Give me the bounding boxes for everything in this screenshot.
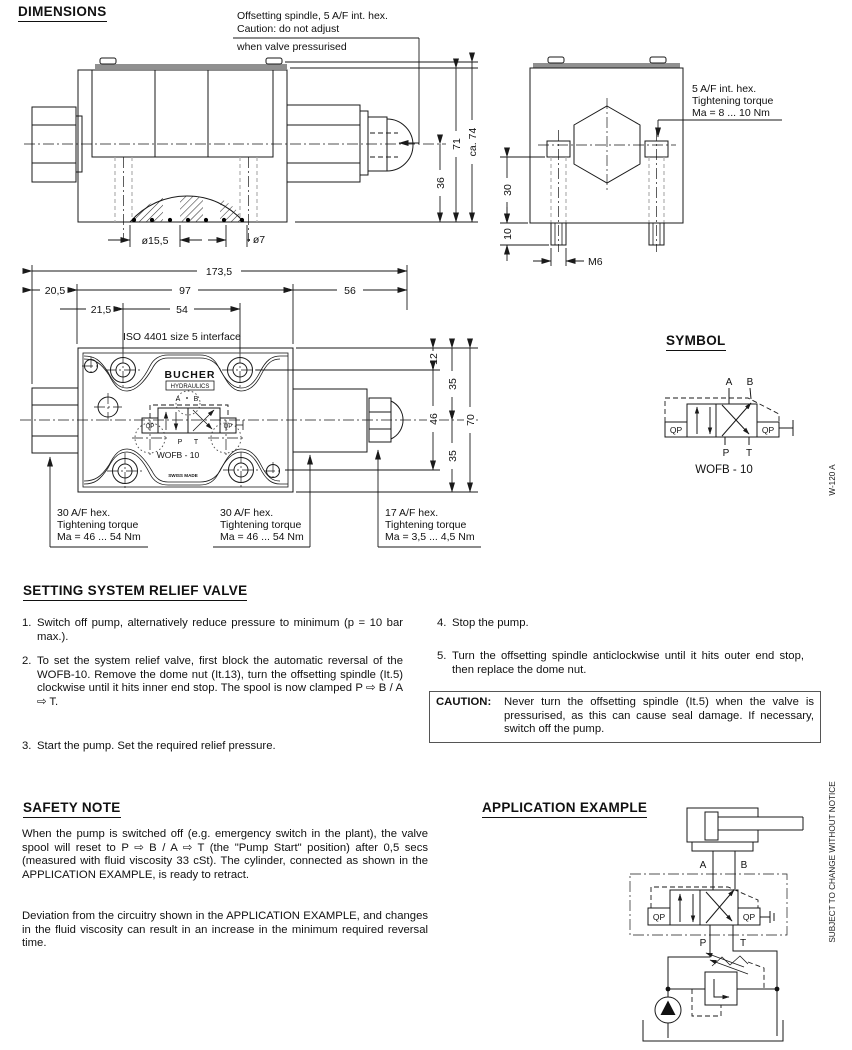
torque-note-right-line2: Tightening torque: [385, 519, 467, 531]
dim-label-10: 10: [502, 228, 514, 240]
setting-step-4: [437, 617, 804, 631]
setting-step-1: [22, 617, 403, 644]
dim-label-20-5: 20,5: [44, 285, 66, 297]
dim-label-97: 97: [179, 285, 191, 297]
torque-note-mid-line1: 30 A/F hex.: [220, 507, 274, 519]
mini-port-t: T: [193, 439, 199, 446]
dim-label-71: 71: [451, 138, 463, 150]
step-number: 5.: [437, 650, 447, 662]
step-number: 3.: [22, 740, 32, 752]
model-label-topview: WOFB - 10: [156, 450, 200, 460]
top-view-drawing: [20, 264, 481, 547]
symbol-qp-left: QP: [669, 425, 683, 435]
symbol-diagram: [665, 377, 793, 476]
mini-qp-right: QP: [223, 424, 233, 430]
dim-label-35-top: 35: [447, 378, 459, 390]
dim-label-21-5: 21,5: [90, 304, 112, 316]
dim-label-173-5: 173,5: [205, 266, 233, 278]
doc-code-vertical: W-120 A: [828, 464, 837, 496]
app-port-a: A: [699, 860, 707, 871]
dim-label-d15-5: ø15,5: [141, 235, 169, 247]
app-qp-left: QP: [652, 912, 666, 922]
step-number: 2.: [22, 655, 32, 667]
symbol-port-a: A: [725, 377, 733, 388]
symbol-port-p: P: [722, 448, 730, 459]
setting-heading: SETTING SYSTEM RELIEF VALVE: [23, 583, 247, 601]
safety-paragraph-1: When the pump is switched off (e.g. emergency switch in the plant), the valve spool will reset to P ⇨ B / A ⇨ T (the "Pump Start" position) after 0,5 secs (measured with fluid viscosity 33 cSt). The cylinder, connected as shown in the APPLICATION EXAMPLE, is ready to retract.: [22, 828, 428, 881]
caution-box: [429, 691, 821, 743]
step-text: Turn the offsetting spindle anticlockwise until it hits outer end stop, then replace the dome nut.: [452, 650, 804, 676]
torque-note-mid-line2: Tightening torque: [220, 519, 302, 531]
dim-label-30: 30: [502, 184, 514, 196]
dim-label-12: 12: [428, 353, 440, 365]
swiss-made-label: SWISS MADE: [168, 473, 198, 478]
hex-torque-note-line3: Ma = 8 ... 10 Nm: [692, 107, 770, 119]
symbol-port-b: B: [746, 377, 754, 388]
setting-step-2: [22, 655, 403, 709]
iso-interface-label: ISO 4401 size 5 interface: [123, 331, 241, 343]
offsetting-spindle-note-line1: Offsetting spindle, 5 A/F int. hex.: [237, 10, 388, 22]
setting-step-5: [437, 650, 804, 677]
step-text: Stop the pump.: [452, 617, 529, 629]
application-example-heading: APPLICATION EXAMPLE: [482, 800, 647, 818]
dim-label-56: 56: [344, 285, 356, 297]
hex-torque-note-line1: 5 A/F int. hex.: [692, 83, 757, 95]
torque-note-left-line1: 30 A/F hex.: [57, 507, 111, 519]
symbol-model-label: WOFB - 10: [695, 464, 753, 476]
app-port-t: T: [739, 938, 747, 949]
safety-note-heading: SAFETY NOTE: [23, 800, 121, 818]
front-view-drawing: [500, 57, 782, 268]
step-number: 1.: [22, 617, 32, 629]
torque-note-mid-line3: Ma = 46 ... 54 Nm: [220, 531, 304, 543]
offsetting-spindle-note-line2: Caution: do not adjust: [237, 23, 340, 35]
dim-label-46: 46: [428, 413, 440, 425]
torque-note-left-line2: Tightening torque: [57, 519, 139, 531]
step-text: Switch off pump, alternatively reduce pressure to minimum (p = 10 bar max.).: [37, 617, 403, 643]
brand-bucher: BUCHER: [164, 369, 216, 381]
mini-port-p: P: [177, 439, 183, 446]
symbol-qp-right: QP: [761, 425, 775, 435]
dimensions-heading: DIMENSIONS: [18, 4, 107, 22]
brand-hydraulics: HYDRAULICS: [170, 384, 210, 390]
symbol-heading: SYMBOL: [666, 333, 726, 351]
app-qp-right: QP: [742, 912, 756, 922]
torque-note-right-line3: Ma = 3,5 ... 4,5 Nm: [385, 531, 475, 543]
application-example-diagram: [630, 808, 803, 1041]
torque-note-right-line1: 17 A/F hex.: [385, 507, 439, 519]
dim-label-ca74: ca. 74: [467, 127, 479, 157]
dim-label-d7: ø7: [252, 234, 266, 246]
torque-note-left-line3: Ma = 46 ... 54 Nm: [57, 531, 141, 543]
dim-label-54: 54: [176, 304, 188, 316]
mini-qp-left: QP: [145, 424, 155, 430]
setting-step-3: [22, 740, 403, 754]
dim-label-70: 70: [465, 414, 477, 426]
dim-label-m6: M6: [588, 256, 603, 268]
change-notice-vertical: SUBJECT TO CHANGE WITHOUT NOTICE: [828, 781, 837, 943]
step-number: 4.: [437, 617, 447, 629]
app-port-p: P: [699, 938, 707, 949]
side-view-drawing: [24, 10, 479, 247]
step-text: Start the pump. Set the required relief pressure.: [37, 740, 276, 752]
mini-port-b: B: [193, 396, 199, 403]
mini-port-a: A: [175, 396, 181, 403]
safety-paragraph-2: Deviation from the circuitry shown in the APPLICATION EXAMPLE, and changes in the fluid viscosity can result in an increase in the minimum required reversal time.: [22, 910, 428, 950]
offsetting-spindle-note-line3: when valve pressurised: [237, 41, 347, 53]
hex-torque-note-line2: Tightening torque: [692, 95, 774, 107]
dim-label-36: 36: [435, 177, 447, 189]
caution-label: CAUTION:: [436, 696, 492, 708]
app-port-b: B: [740, 860, 748, 871]
caution-text: Never turn the offsetting spindle (It.5) when the valve is pressurised, as this can cause seal damage. If necessary, switch off the pump.: [504, 696, 814, 736]
step-text: To set the system relief valve, first block the automatic reversal of the WOFB-10. Remove the dome nut (It.13), turn the offsetting spindle (It.5) clockwise until it hits inner end stop. The spool is now clamped P ⇨ B / A ⇨ T.: [37, 655, 403, 708]
dim-label-35-bottom: 35: [447, 450, 459, 462]
symbol-port-t: T: [745, 448, 753, 459]
